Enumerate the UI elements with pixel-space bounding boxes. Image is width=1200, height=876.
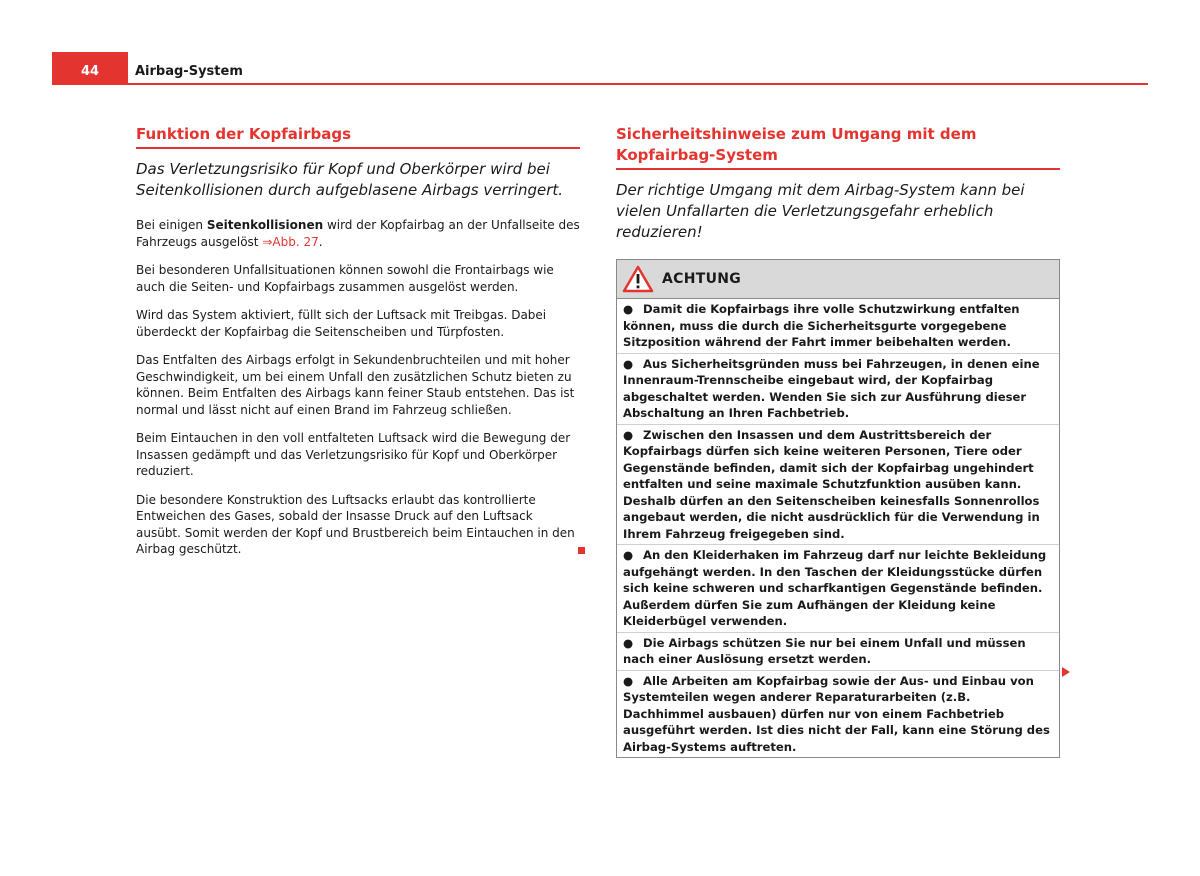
- bullet-icon: ●: [623, 427, 634, 442]
- section-end-marker: [578, 547, 585, 554]
- section-lead-safety: Der richtige Umgang mit dem Airbag-System kann bei vielen Unfallarten die Verletzungsgefahr erheblich reduzieren!: [616, 181, 1025, 241]
- page-header: [52, 52, 1148, 86]
- paragraph-1-bold: Seitenkollisionen: [206, 218, 324, 232]
- figure-reference-link[interactable]: ⇒Abb. 27: [262, 234, 319, 249]
- bullet-icon: ●: [623, 673, 634, 688]
- paragraph-5: Beim Eintauchen in den voll entfalteten Luftsack wird die Bewegung der Insassen gedämpft und das Verletzungsrisiko für Kopf und Oberkörper reduziert.: [136, 431, 571, 478]
- warning-item-text: Zwischen den Insassen und dem Austrittsbereich der Kopfairbags dürfen sich keine weiteren Personen, Tiere oder Gegenstände befinden, damit sich der Kopfairbag ungehindert entfalten und seine maximale Schutzfunktion ausüben kann. Deshalb dürfen an den Seitenscheiben keinesfalls Sonnenrollos angebaut werden, die nicht ausdrücklich für die Verwendung in Ihrem Fahrzeug freigegeben sind.: [623, 427, 1040, 541]
- paragraph-1-text-cont: wird der Kopfairbag an der Unfallseite des Fahrzeugs ausgelöst: [136, 218, 580, 249]
- warning-item: [617, 425, 1059, 546]
- warning-title: ACHTUNG: [662, 271, 742, 287]
- paragraph-6: Die besondere Konstruktion des Luftsacks erlaubt das kontrollierte Entweichen des Gases, sobald der Insasse Druck auf den Luftsack ausübt. Somit werden der Kopf und Brustbereich beim Eintauchen in den Airbag geschützt.: [136, 492, 575, 556]
- warning-item-text: Damit die Kopfairbags ihre volle Schutzwirkung entfalten können, muss die durch die Sicherheitsgurte vorgegebene Sitzposition während der Fahrt immer beibehalten werden.: [623, 302, 1020, 349]
- warning-item: [617, 545, 1059, 633]
- bullet-icon: ●: [623, 356, 634, 371]
- paragraph-1-end: .: [318, 234, 323, 249]
- paragraph-3: Wird das System aktiviert, füllt sich der Luftsack mit Treibgas. Dabei überdeckt der Kopfairbag die Seitenscheiben und Türpfosten.: [136, 308, 547, 339]
- left-column: [136, 124, 580, 570]
- warning-item-text: Aus Sicherheitsgründen muss bei Fahrzeugen, in denen eine Innenraum-Trennscheibe eingebaut wird, der Kopfairbag abgeschaltet werden. Wenden Sie sich zur Ausführung dieser Abschaltung an Ihren Fachbetrieb.: [623, 356, 1040, 420]
- warning-box: [616, 259, 1060, 758]
- header-rule: [52, 83, 1148, 85]
- warning-item-text: An den Kleiderhaken im Fahrzeug darf nur leichte Bekleidung aufgehängt werden. In den Taschen der Kleidungsstücke dürfen sich keine schweren und scharfkantigen Gegenstände befinden. Außerdem dürfen Sie zum Aufhängen der Kleidung keine Kleiderbügel verwenden.: [623, 548, 1047, 628]
- bullet-icon: ●: [623, 302, 634, 316]
- warning-item: [617, 299, 1059, 354]
- warning-triangle-icon: [622, 265, 654, 293]
- warning-item: [617, 671, 1059, 758]
- warning-item-text: Die Airbags schützen Sie nur bei einem Unfall und müssen nach einer Auslösung ersetzt werden.: [623, 635, 1026, 666]
- warning-item-text: Alle Arbeiten am Kopfairbag sowie der Aus- und Einbau von Systemteilen wegen anderer Reparaturarbeiten (z.B. Dachhimmel ausbauen) dürfen nur von einem Fachbetrieb ausgeführt werden. Ist dies nicht der Fall, kann eine Störung des Airbag-Systems auftreten.: [623, 673, 1050, 754]
- warning-item: [617, 633, 1059, 671]
- section-title-function: Funktion der Kopfairbags: [136, 124, 580, 149]
- paragraph-4: Das Entfalten des Airbags erfolgt in Sekundenbruchteilen und mit hoher Geschwindigkeit, um bei einem Unfall den zusätzlichen Schutz bieten zu können. Beim Entfalten des Airbags kann feiner Staub entstehen. Das ist normal und lässt nicht auf einen Brand im Fahrzeug schließen.: [136, 353, 575, 417]
- page-number: 44: [52, 52, 128, 84]
- right-column: [616, 124, 1060, 758]
- warning-item: [617, 354, 1059, 425]
- paragraph-1-text: Bei einigen: [136, 218, 207, 232]
- bullet-icon: ●: [623, 635, 634, 650]
- paragraph-2: Bei besonderen Unfallsituationen können sowohl die Frontairbags wie auch die Seiten- und Kopfairbags zusammen ausgelöst werden.: [136, 263, 554, 294]
- chapter-title: Airbag-System: [135, 64, 243, 79]
- section-title-safety: Sicherheitshinweise zum Umgang mit dem Kopfairbag-System: [616, 124, 1060, 170]
- warning-header: [617, 260, 1059, 299]
- paragraph-1: [136, 217, 580, 250]
- section-lead-function: Das Verletzungsrisiko für Kopf und Oberkörper wird bei Seitenkollisionen durch aufgeblasene Airbags verringert.: [136, 160, 564, 199]
- continue-arrow-icon: [1062, 667, 1070, 677]
- bullet-icon: ●: [623, 548, 634, 562]
